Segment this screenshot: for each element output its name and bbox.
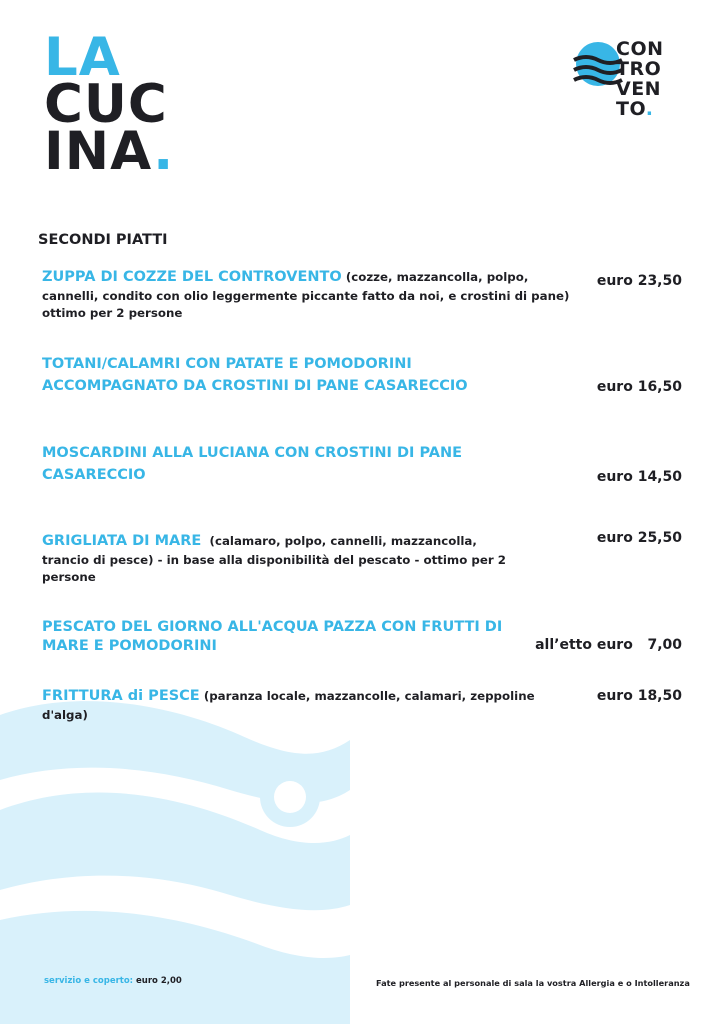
item-name: TOTANI/CALAMRI CON PATATE E POMODORINI ACCOMPAGNATO DA CROSTINI DI PANE CASARECCIO — [42, 356, 468, 394]
menu-item — [42, 266, 682, 322]
item-price: euro 14,50 — [596, 469, 682, 485]
logo-line-3: VEN — [616, 78, 662, 100]
service-charge — [44, 976, 182, 986]
menu-item — [42, 618, 682, 656]
item-price: euro 16,50 — [596, 379, 682, 395]
item-desc-inline: (calamaro, polpo, cannelli, mazzancolla, — [201, 534, 477, 548]
service-value: euro 2,00 — [136, 976, 182, 986]
item-name: PESCATO DEL GIORNO ALL'ACQUA PAZZA CON FRUTTI DI MARE E POMODORINI — [42, 619, 503, 654]
logo-line-4 — [616, 99, 664, 119]
allergy-note: Fate presente al personale di sala la vostra Allergia e o Intolleranza — [376, 978, 690, 988]
section-title: SECONDI PIATTI — [38, 232, 168, 248]
item-name: ZUPPA DI COZZE DEL CONTROVENTO — [42, 269, 342, 285]
item-desc: trancio di pesce) - in base alla disponibilità del pescato - ottimo per 2 persone — [42, 553, 506, 584]
item-desc: cannelli, condito con olio leggermente piccante fatto da noi, e crostini di pane) ottimo per 2 persone — [42, 289, 570, 320]
item-name: MOSCARDINI ALLA LUCIANA CON CROSTINI DI PANE CASARECCIO — [42, 445, 462, 483]
service-label: servizio e coperto: — [44, 976, 134, 986]
title-line-1: LA — [44, 27, 121, 88]
logo-line-2: TRO — [616, 58, 662, 80]
item-desc-inline: (paranza locale, mazzancolle, calamari, zeppoline — [199, 689, 535, 703]
menu-item — [42, 353, 682, 397]
title-dot: . — [153, 121, 175, 182]
item-price: euro 25,50 — [596, 530, 682, 546]
controvento-logo — [572, 38, 682, 130]
menu-item — [42, 685, 682, 724]
item-name: GRIGLIATA DI MARE — [42, 533, 202, 549]
item-price: euro 18,50 — [596, 688, 682, 704]
item-price: all’etto euro 7,00 — [535, 637, 682, 653]
title-line-2: CUC — [44, 74, 168, 135]
item-desc: d'alga) — [42, 708, 88, 722]
page-title — [44, 27, 175, 182]
logo-dot: . — [645, 98, 654, 120]
menu-item — [42, 530, 682, 586]
logo-line-4-text: TO — [616, 98, 646, 120]
logo-line-1: CON — [616, 38, 664, 60]
item-desc-inline: (cozze, mazzancolla, polpo, — [341, 270, 529, 284]
title-line-3 — [44, 121, 175, 182]
title-line-3-text: INA — [44, 121, 154, 182]
item-name: FRITTURA di PESCE — [42, 688, 200, 704]
item-price: euro 23,50 — [596, 273, 682, 289]
logo-text — [616, 39, 664, 119]
menu-item — [42, 442, 682, 486]
